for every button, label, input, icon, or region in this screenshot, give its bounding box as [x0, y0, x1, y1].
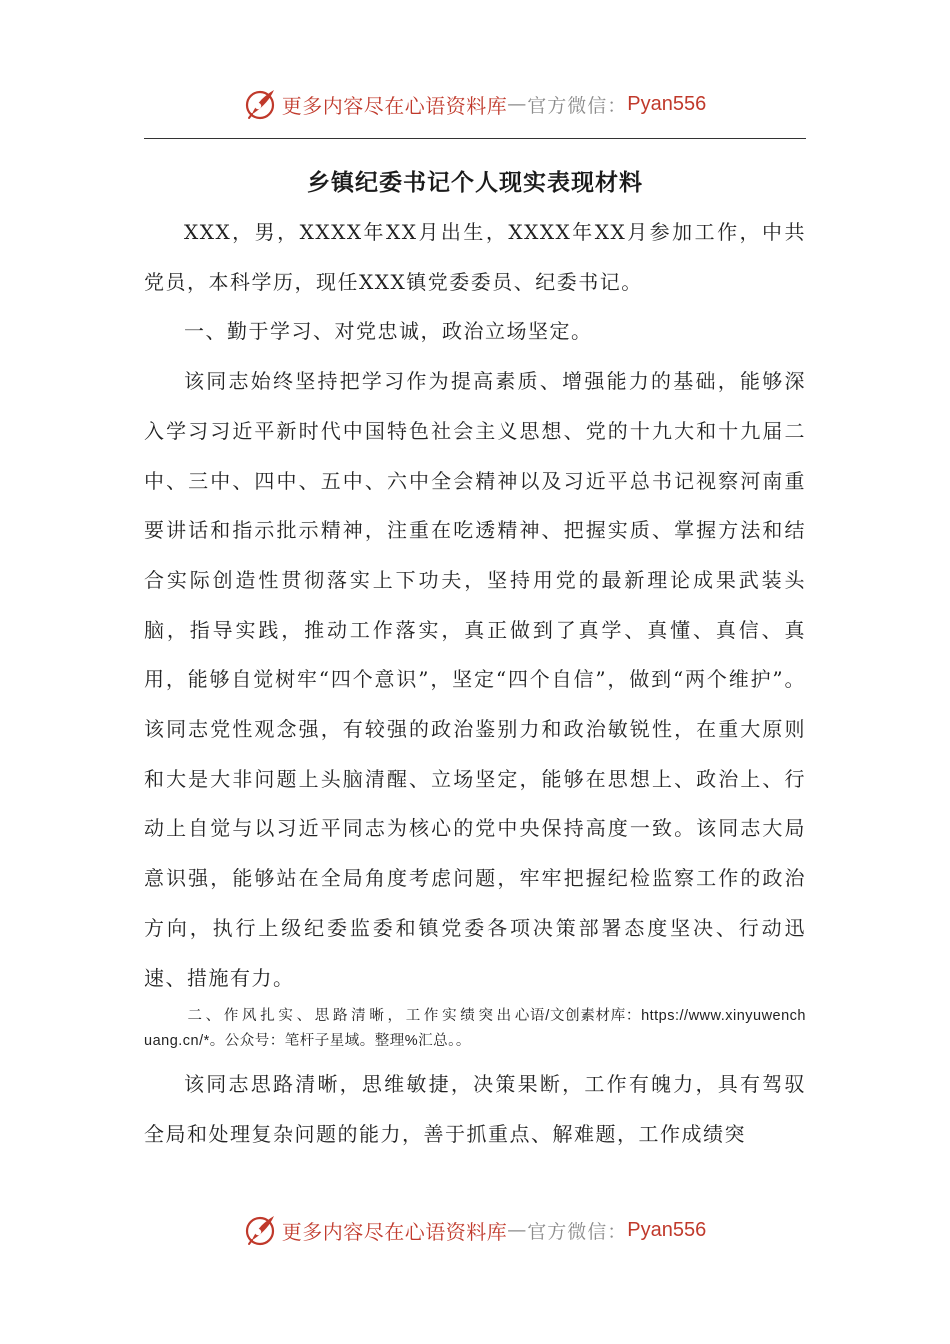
section-two-heading: 二、作风扎实、思路清晰，工作实绩突出: [187, 1008, 515, 1025]
inserted-source-note: 心语/文创素材库：https://www.xinyuwenchuang.cn/*。公众号：笔杆子星域。整理%汇总。。: [144, 1008, 806, 1050]
watermark-main-text: 更多内容尽在心语资料库: [281, 93, 508, 118]
watermark-wechat-id: Pyan556: [627, 1218, 707, 1241]
quill-pen-logo-icon: [244, 87, 278, 121]
watermark-dash: —: [507, 93, 528, 115]
header-watermark: [0, 82, 950, 126]
watermark-sub-text: 官方微信：: [527, 94, 628, 117]
quill-pen-logo-icon: [244, 1213, 278, 1247]
watermark-main-text: 更多内容尽在心语资料库: [281, 1219, 508, 1244]
watermark-sub-text: 官方微信：: [527, 1220, 628, 1243]
watermark-wechat-id: Pyan556: [627, 92, 707, 115]
document-title: 乡镇纪委书记个人现实表现材料: [307, 170, 643, 196]
footer-watermark: [0, 1208, 950, 1252]
document-body: [144, 208, 806, 1160]
paragraph-section-two: 该同志思路清晰，思维敏捷，决策果断，工作有魄力，具有驾驭全局和处理复杂问题的能力，善于抓重点、解难题，工作成绩突: [144, 1072, 806, 1146]
section-two-heading-with-note: [144, 1004, 806, 1054]
paragraph-section-one: 该同志始终坚持把学习作为提高素质、增强能力的基础，能够深入学习习近平新时代中国特色社会主义思想、党的十九大和十九届二中、三中、四中、五中、六中全会精神以及习近平总书记视察河南重要讲话和指示批示精神，注重在吃透精神、把握实质、掌握方法和结合实际创造性贯彻落实上下功夫，坚持用党的最新理论成果武装头脑，指导实践，推动工作落实，真正做到了真学、真懂、真信、真用，能够自觉树牢“四个意识”，坚定“四个自信”，做到“两个维护”。该同志党性观念强，有较强的政治鉴别力和政治敏锐性，在重大原则和大是大非问题上头脑清醒、立场坚定，能够在思想上、政治上、行动上自觉与以习近平同志为核心的党中央保持高度一致。该同志大局意识强，能够站在全局角度考虑问题，牢牢把握纪检监察工作的政治方向，执行上级纪委监委和镇党委各项决策部署态度坚决、行动迅速、措施有力。: [144, 369, 806, 990]
header-divider: [144, 138, 806, 139]
watermark-dash: —: [507, 1219, 528, 1241]
section-one-heading: 一、勤于学习、对党忠诚，政治立场坚定。: [184, 319, 593, 344]
paragraph-intro: XXX，男，XXXX年XX月出生，XXXX年XX月参加工作，中共党员，本科学历，现任XXX镇党委委员、纪委书记。: [144, 220, 806, 294]
